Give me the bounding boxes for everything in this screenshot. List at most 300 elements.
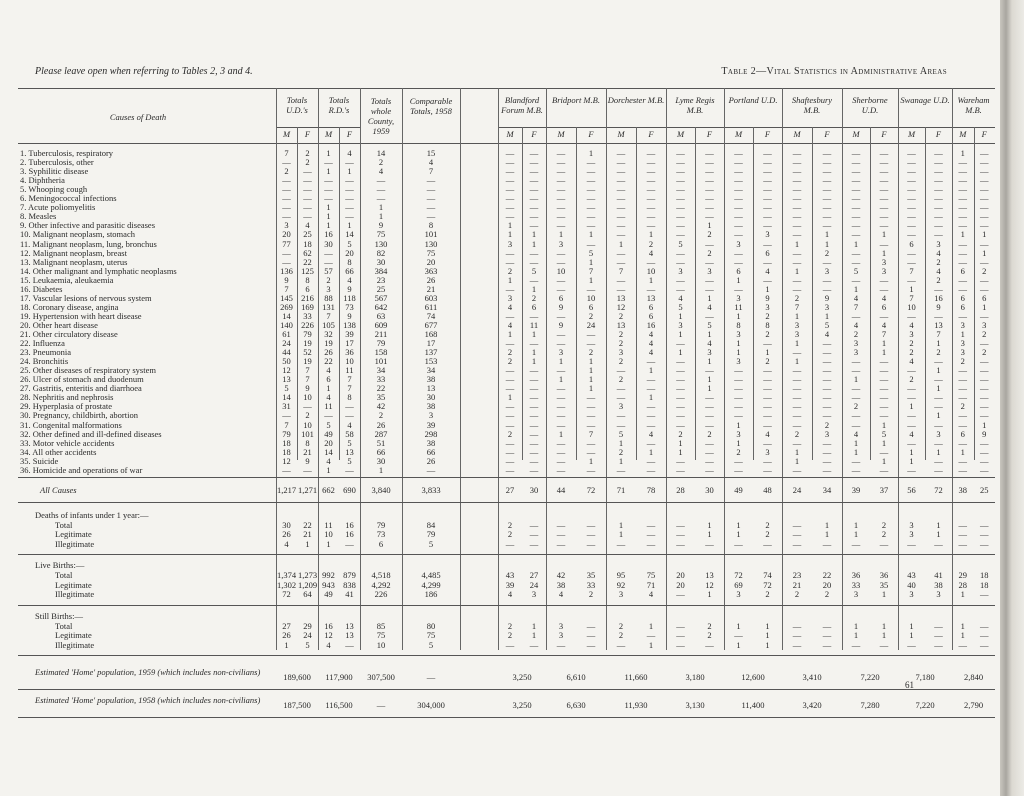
table-cell: 12	[616, 301, 626, 312]
column-header: Dorchester M.B.	[607, 95, 665, 105]
table-cell: —	[529, 392, 539, 403]
table-cell: —	[763, 392, 772, 403]
table-cell: 1	[881, 419, 887, 430]
table-cell: —	[556, 365, 566, 376]
table-cell: 138	[343, 319, 356, 330]
population-label: Estimated 'Home' population, 1958 (which includes non-civilians)	[35, 695, 261, 706]
table-cell: —	[529, 202, 539, 213]
table-cell: 4	[936, 247, 941, 258]
section-cell: —	[822, 620, 832, 631]
table-cell: 8	[347, 392, 352, 403]
section-cell: 4,292	[371, 579, 391, 590]
table-cell: —	[980, 310, 989, 321]
section-cell: —	[505, 639, 515, 650]
table-cell: —	[282, 202, 291, 213]
section-cell: —	[586, 529, 596, 540]
table-cell: —	[934, 283, 943, 294]
table-cell: 7	[881, 329, 887, 339]
table-cell: 14	[282, 310, 291, 321]
table-cell: —	[586, 446, 596, 457]
table-cell: 101	[424, 229, 438, 240]
table-cell: 3	[960, 347, 965, 358]
section-cell: —	[676, 529, 685, 540]
table-cell: —	[980, 365, 989, 376]
section-cell: 943	[322, 579, 335, 590]
section-cell: —	[822, 630, 832, 641]
table-cell: 136	[280, 265, 293, 276]
table-cell: 79	[303, 329, 312, 339]
table-cell: —	[879, 392, 889, 403]
section-cell: 11	[324, 519, 333, 530]
table-cell: 2	[648, 238, 654, 249]
table-cell: —	[763, 184, 772, 195]
table-cell: 1	[588, 383, 594, 394]
section-cell: 43	[907, 570, 916, 581]
table-cell: —	[586, 392, 596, 403]
table-cell: —	[934, 157, 943, 168]
table-cell: 57	[324, 265, 333, 276]
table-cell: —	[586, 166, 596, 177]
table-cell: —	[505, 437, 515, 448]
all-causes-cell: 25	[980, 484, 989, 495]
section-cell: —	[646, 529, 656, 540]
population-cell: 3,250	[512, 700, 532, 711]
section-row-label: Legitimate	[55, 579, 92, 590]
table-cell: —	[505, 166, 515, 177]
section-cell: —	[907, 639, 916, 650]
table-cell: —	[586, 464, 596, 475]
section-cell: —	[792, 529, 802, 540]
table-cell: 3	[794, 319, 800, 330]
table-cell: 1	[507, 329, 513, 339]
book-binding-edge	[1000, 0, 1024, 796]
section-cell: —	[676, 538, 685, 549]
table-cell: —	[958, 410, 967, 421]
table-cell: —	[529, 338, 539, 349]
table-cell: 1	[824, 238, 830, 249]
table-cell: —	[529, 365, 539, 376]
all-causes-cell: 662	[322, 484, 335, 495]
table-cell: —	[980, 184, 989, 195]
section-cell: 1	[853, 620, 859, 631]
table-cell: —	[822, 338, 832, 349]
section-cell: 75	[426, 630, 436, 641]
table-cell: —	[556, 401, 566, 412]
table-cell: —	[980, 283, 989, 294]
table-cell: —	[505, 211, 515, 222]
table-cell: 7	[347, 374, 352, 385]
table-cell: 9	[765, 292, 770, 303]
table-cell: 8	[305, 437, 310, 448]
cause-label: 12. Malignant neoplasm, breast	[20, 247, 127, 258]
table-cell: —	[763, 211, 772, 222]
table-cell: —	[556, 464, 566, 475]
table-cell: —	[529, 166, 539, 177]
table-cell: —	[303, 401, 312, 412]
table-cell: —	[376, 193, 386, 204]
table-cell: —	[879, 446, 889, 457]
table-cell: —	[646, 166, 656, 177]
table-cell: —	[980, 383, 989, 394]
table-cell: —	[529, 437, 539, 448]
table-cell: —	[822, 446, 832, 457]
table-cell: 4	[347, 274, 352, 285]
all-causes-cell: 28	[676, 484, 685, 495]
table-cell: —	[529, 193, 539, 204]
table-cell: —	[734, 202, 743, 213]
table-cell: 30	[376, 455, 386, 466]
table-cell: —	[958, 392, 967, 403]
table-cell: 169	[301, 301, 314, 312]
table-cell: 5	[678, 301, 683, 312]
table-cell: —	[822, 347, 832, 358]
table-cell: —	[934, 220, 943, 231]
table-cell: 4	[378, 166, 384, 177]
table-cell: —	[505, 283, 515, 294]
table-cell: 4	[853, 319, 859, 330]
cause-label: 36. Homicide and operations of war	[20, 464, 143, 475]
table-cell: 7	[305, 365, 310, 376]
table-cell: —	[705, 193, 714, 204]
section-cell: 3	[909, 529, 914, 540]
table-cell: —	[705, 464, 714, 475]
table-cell: 20	[324, 437, 333, 448]
table-cell: 10	[303, 392, 312, 403]
table-cell: 1	[588, 356, 594, 367]
table-cell: —	[763, 383, 772, 394]
table-cell: —	[763, 148, 772, 158]
all-causes-cell: 39	[851, 484, 861, 495]
section-cell: 1	[853, 519, 859, 530]
table-cell: 1	[678, 437, 683, 448]
table-cell: —	[705, 238, 714, 249]
table-cell: —	[851, 193, 861, 204]
table-cell: —	[556, 220, 566, 231]
table-cell: 2	[936, 274, 941, 285]
table-cell: —	[676, 193, 685, 204]
table-cell: —	[345, 202, 354, 213]
table-cell: 1	[824, 229, 830, 240]
table-cell: —	[934, 202, 943, 213]
table-cell: —	[616, 365, 626, 376]
all-causes-cell: 1,217	[276, 484, 297, 495]
table-cell: —	[586, 211, 596, 222]
table-cell: —	[616, 256, 626, 267]
table-cell: 603	[424, 292, 438, 303]
table-cell: 1	[707, 356, 712, 367]
all-causes-cell: 56	[907, 484, 916, 495]
section-cell: 4	[284, 538, 289, 549]
table-cell: —	[958, 238, 967, 249]
table-cell: 34	[376, 365, 386, 376]
table-cell: —	[822, 455, 832, 466]
section-row-label: Legitimate	[55, 630, 92, 641]
table-cell: 77	[282, 238, 291, 249]
all-causes-cell: 38	[958, 484, 967, 495]
table-cell: —	[980, 437, 989, 448]
table-cell: —	[529, 148, 539, 158]
table-cell: —	[907, 157, 916, 168]
table-cell: 125	[301, 265, 314, 276]
table-cell: 14	[282, 392, 291, 403]
section-cell: 5	[428, 538, 434, 549]
table-cell: 66	[345, 265, 354, 276]
sub-header: F	[935, 129, 942, 139]
table-cell: —	[958, 274, 967, 285]
section-cell: 1	[618, 519, 624, 530]
section-cell: 21	[303, 529, 312, 540]
cause-label: 18. Coronary disease, angina	[20, 301, 119, 312]
section-cell: 72	[763, 579, 772, 590]
table-cell: 1	[736, 437, 741, 448]
table-cell: 5	[326, 419, 331, 430]
table-cell: —	[851, 365, 861, 376]
table-cell: —	[907, 229, 916, 240]
population-cell: 187,500	[283, 700, 311, 711]
table-cell: 8	[736, 319, 741, 330]
table-cell: —	[980, 202, 989, 213]
table-cell: 6	[326, 374, 331, 385]
section-cell: 42	[556, 570, 566, 581]
table-cell: 2	[982, 329, 987, 339]
table-cell: —	[980, 274, 989, 285]
table-cell: 1	[909, 455, 914, 466]
section-cell: 38	[934, 579, 943, 590]
table-cell: —	[529, 374, 539, 385]
section-row-label: Illegitimate	[55, 538, 95, 549]
table-cell: —	[303, 166, 312, 177]
table-cell: 14	[324, 446, 333, 457]
table-cell: 2	[824, 419, 830, 430]
table-cell: 1	[326, 464, 331, 475]
section-cell: 1	[531, 630, 537, 641]
table-cell: —	[646, 374, 656, 385]
table-cell: 4	[881, 319, 887, 330]
table-cell: —	[616, 392, 626, 403]
section-cell: —	[705, 639, 714, 650]
table-cell: 2	[326, 274, 331, 285]
table-cell: 131	[322, 301, 335, 312]
cause-label: 31. Congenital malformations	[20, 419, 122, 430]
section-cell: —	[792, 519, 802, 530]
section-cell: 1,209	[297, 579, 318, 590]
table-cell: 11	[734, 301, 743, 312]
table-cell: 3	[853, 347, 859, 358]
table-cell: 36	[345, 347, 354, 358]
table-cell: 2	[707, 428, 712, 439]
table-cell: —	[851, 184, 861, 195]
table-cell: —	[980, 211, 989, 222]
table-cell: —	[556, 310, 566, 321]
table-cell: 39	[426, 419, 436, 430]
table-cell: 3	[881, 265, 887, 276]
column-header: Blandford Forum M.B.	[501, 95, 543, 115]
table-cell: 3	[936, 428, 941, 439]
table-cell: 2	[618, 338, 624, 349]
table-cell: —	[282, 247, 291, 258]
table-cell: —	[556, 419, 566, 430]
table-cell: —	[676, 283, 685, 294]
table-cell: 1	[507, 392, 513, 403]
table-cell: —	[851, 229, 861, 240]
table-cell: 51	[376, 437, 386, 448]
table-cell: —	[851, 202, 861, 213]
table-cell: 3	[736, 356, 741, 367]
table-cell: —	[676, 455, 685, 466]
table-cell: 13	[426, 383, 436, 394]
sub-header: M	[617, 129, 625, 139]
table-cell: 1	[794, 265, 800, 276]
table-cell: —	[282, 410, 291, 421]
table-cell: 2	[618, 329, 624, 339]
table-cell: 9	[936, 301, 941, 312]
table-cell: 1	[618, 437, 624, 448]
table-cell: 25	[303, 229, 312, 240]
table-cell: —	[980, 374, 989, 385]
table-cell: 6	[648, 310, 654, 321]
section-cell: 3	[558, 620, 564, 631]
cause-label: 21. Other circulatory disease	[20, 329, 118, 339]
section-cell: 1	[707, 589, 712, 600]
section-cell: 2	[618, 620, 624, 631]
population-cell: 304,000	[417, 700, 445, 711]
section-row-label: Total	[55, 620, 73, 631]
table-cell: 5	[284, 383, 289, 394]
table-cell: 3	[507, 292, 513, 303]
table-cell: —	[324, 410, 333, 421]
table-cell: 1	[936, 338, 941, 349]
table-cell: —	[705, 184, 714, 195]
section-cell: 2	[881, 519, 887, 530]
cause-label: 9. Other infective and parasitic diseases	[20, 220, 156, 231]
table-cell: —	[303, 175, 312, 186]
table-cell: 75	[426, 247, 436, 258]
table-cell: —	[763, 338, 772, 349]
table-cell: —	[646, 455, 656, 466]
table-cell: —	[646, 184, 656, 195]
population-cell: 307,500	[367, 672, 395, 683]
table-cell: 4	[428, 157, 434, 168]
section-cell: 79	[376, 519, 386, 530]
section-cell: 1,273	[297, 570, 318, 581]
table-cell: 61	[282, 329, 291, 339]
table-cell: —	[958, 157, 967, 168]
table-cell: 4	[853, 428, 859, 439]
table-cell: —	[792, 166, 802, 177]
table-cell: —	[282, 193, 291, 204]
population-cell: 3,130	[685, 700, 705, 711]
table-cell: 82	[376, 247, 386, 258]
table-cell: —	[646, 437, 656, 448]
table-cell: —	[792, 247, 802, 258]
table-cell: 3	[824, 301, 830, 312]
table-cell: 7	[347, 383, 352, 394]
table-cell: —	[705, 437, 714, 448]
table-cell: —	[934, 229, 943, 240]
section-cell: 13	[345, 630, 354, 641]
section-cell: 4,518	[371, 570, 391, 581]
section-cell: 33	[586, 579, 596, 590]
table-cell: —	[907, 274, 916, 285]
table-cell: 5	[824, 319, 830, 330]
table-cell: —	[792, 211, 802, 222]
table-cell: —	[958, 220, 967, 231]
table-cell: 33	[376, 374, 386, 385]
section-cell: 38	[556, 579, 566, 590]
table-cell: —	[934, 419, 943, 430]
section-cell: 1	[736, 639, 741, 650]
sub-header: F	[648, 129, 654, 139]
section-cell: 1	[881, 630, 887, 641]
section-row-label: Total	[55, 519, 73, 530]
table-cell: —	[734, 175, 743, 186]
table-cell: 7	[853, 301, 859, 312]
table-cell: —	[822, 193, 832, 204]
section-cell: 20	[676, 570, 685, 581]
table-cell: 7	[936, 329, 941, 339]
table-cell: 3	[678, 265, 683, 276]
table-cell: —	[763, 437, 772, 448]
population-cell: 116,500	[325, 700, 353, 711]
all-causes-cell: 49	[734, 484, 743, 495]
table-cell: 3	[881, 256, 887, 267]
table-cell: —	[851, 392, 861, 403]
table-cell: 2	[507, 265, 513, 276]
cause-label: 5. Whooping cough	[20, 184, 88, 195]
table-cell: 1	[794, 356, 800, 367]
table-cell: 4	[707, 301, 712, 312]
section-cell: —	[529, 538, 539, 549]
table-cell: 5	[531, 265, 537, 276]
table-cell: —	[851, 247, 861, 258]
all-causes-cell: 71	[616, 484, 626, 495]
table-cell: —	[879, 310, 889, 321]
table-cell: —	[646, 419, 656, 430]
table-cell: 1	[982, 247, 987, 258]
table-cell: —	[822, 374, 832, 385]
table-cell: —	[879, 410, 889, 421]
table-cell: 3	[428, 410, 434, 421]
table-cell: 4	[936, 265, 941, 276]
section-cell: —	[676, 519, 685, 530]
table-cell: 1	[765, 283, 770, 294]
section-cell: —	[556, 529, 566, 540]
table-cell: —	[934, 401, 943, 412]
section-cell: 2	[507, 529, 513, 540]
table-cell: 6	[881, 301, 887, 312]
table-cell: —	[303, 202, 312, 213]
table-cell: —	[792, 202, 802, 213]
table-cell: 153	[424, 356, 438, 367]
population-cell: 6,610	[566, 672, 586, 683]
section-cell: 4	[648, 589, 654, 600]
table-cell: 2	[936, 347, 941, 358]
table-cell: 6	[648, 301, 654, 312]
section-cell: 72	[282, 589, 291, 600]
table-cell: —	[879, 383, 889, 394]
table-cell: 2	[284, 166, 289, 177]
section-cell: 30	[282, 519, 291, 530]
table-cell: —	[556, 446, 566, 457]
section-cell: 2	[618, 630, 624, 641]
table-cell: —	[822, 365, 832, 376]
table-cell: 75	[376, 229, 386, 240]
table-cell: 1	[736, 419, 741, 430]
table-cell: —	[958, 437, 967, 448]
table-cell: 168	[424, 329, 438, 339]
sub-header: M	[676, 129, 685, 139]
section-cell: 1	[284, 639, 289, 650]
